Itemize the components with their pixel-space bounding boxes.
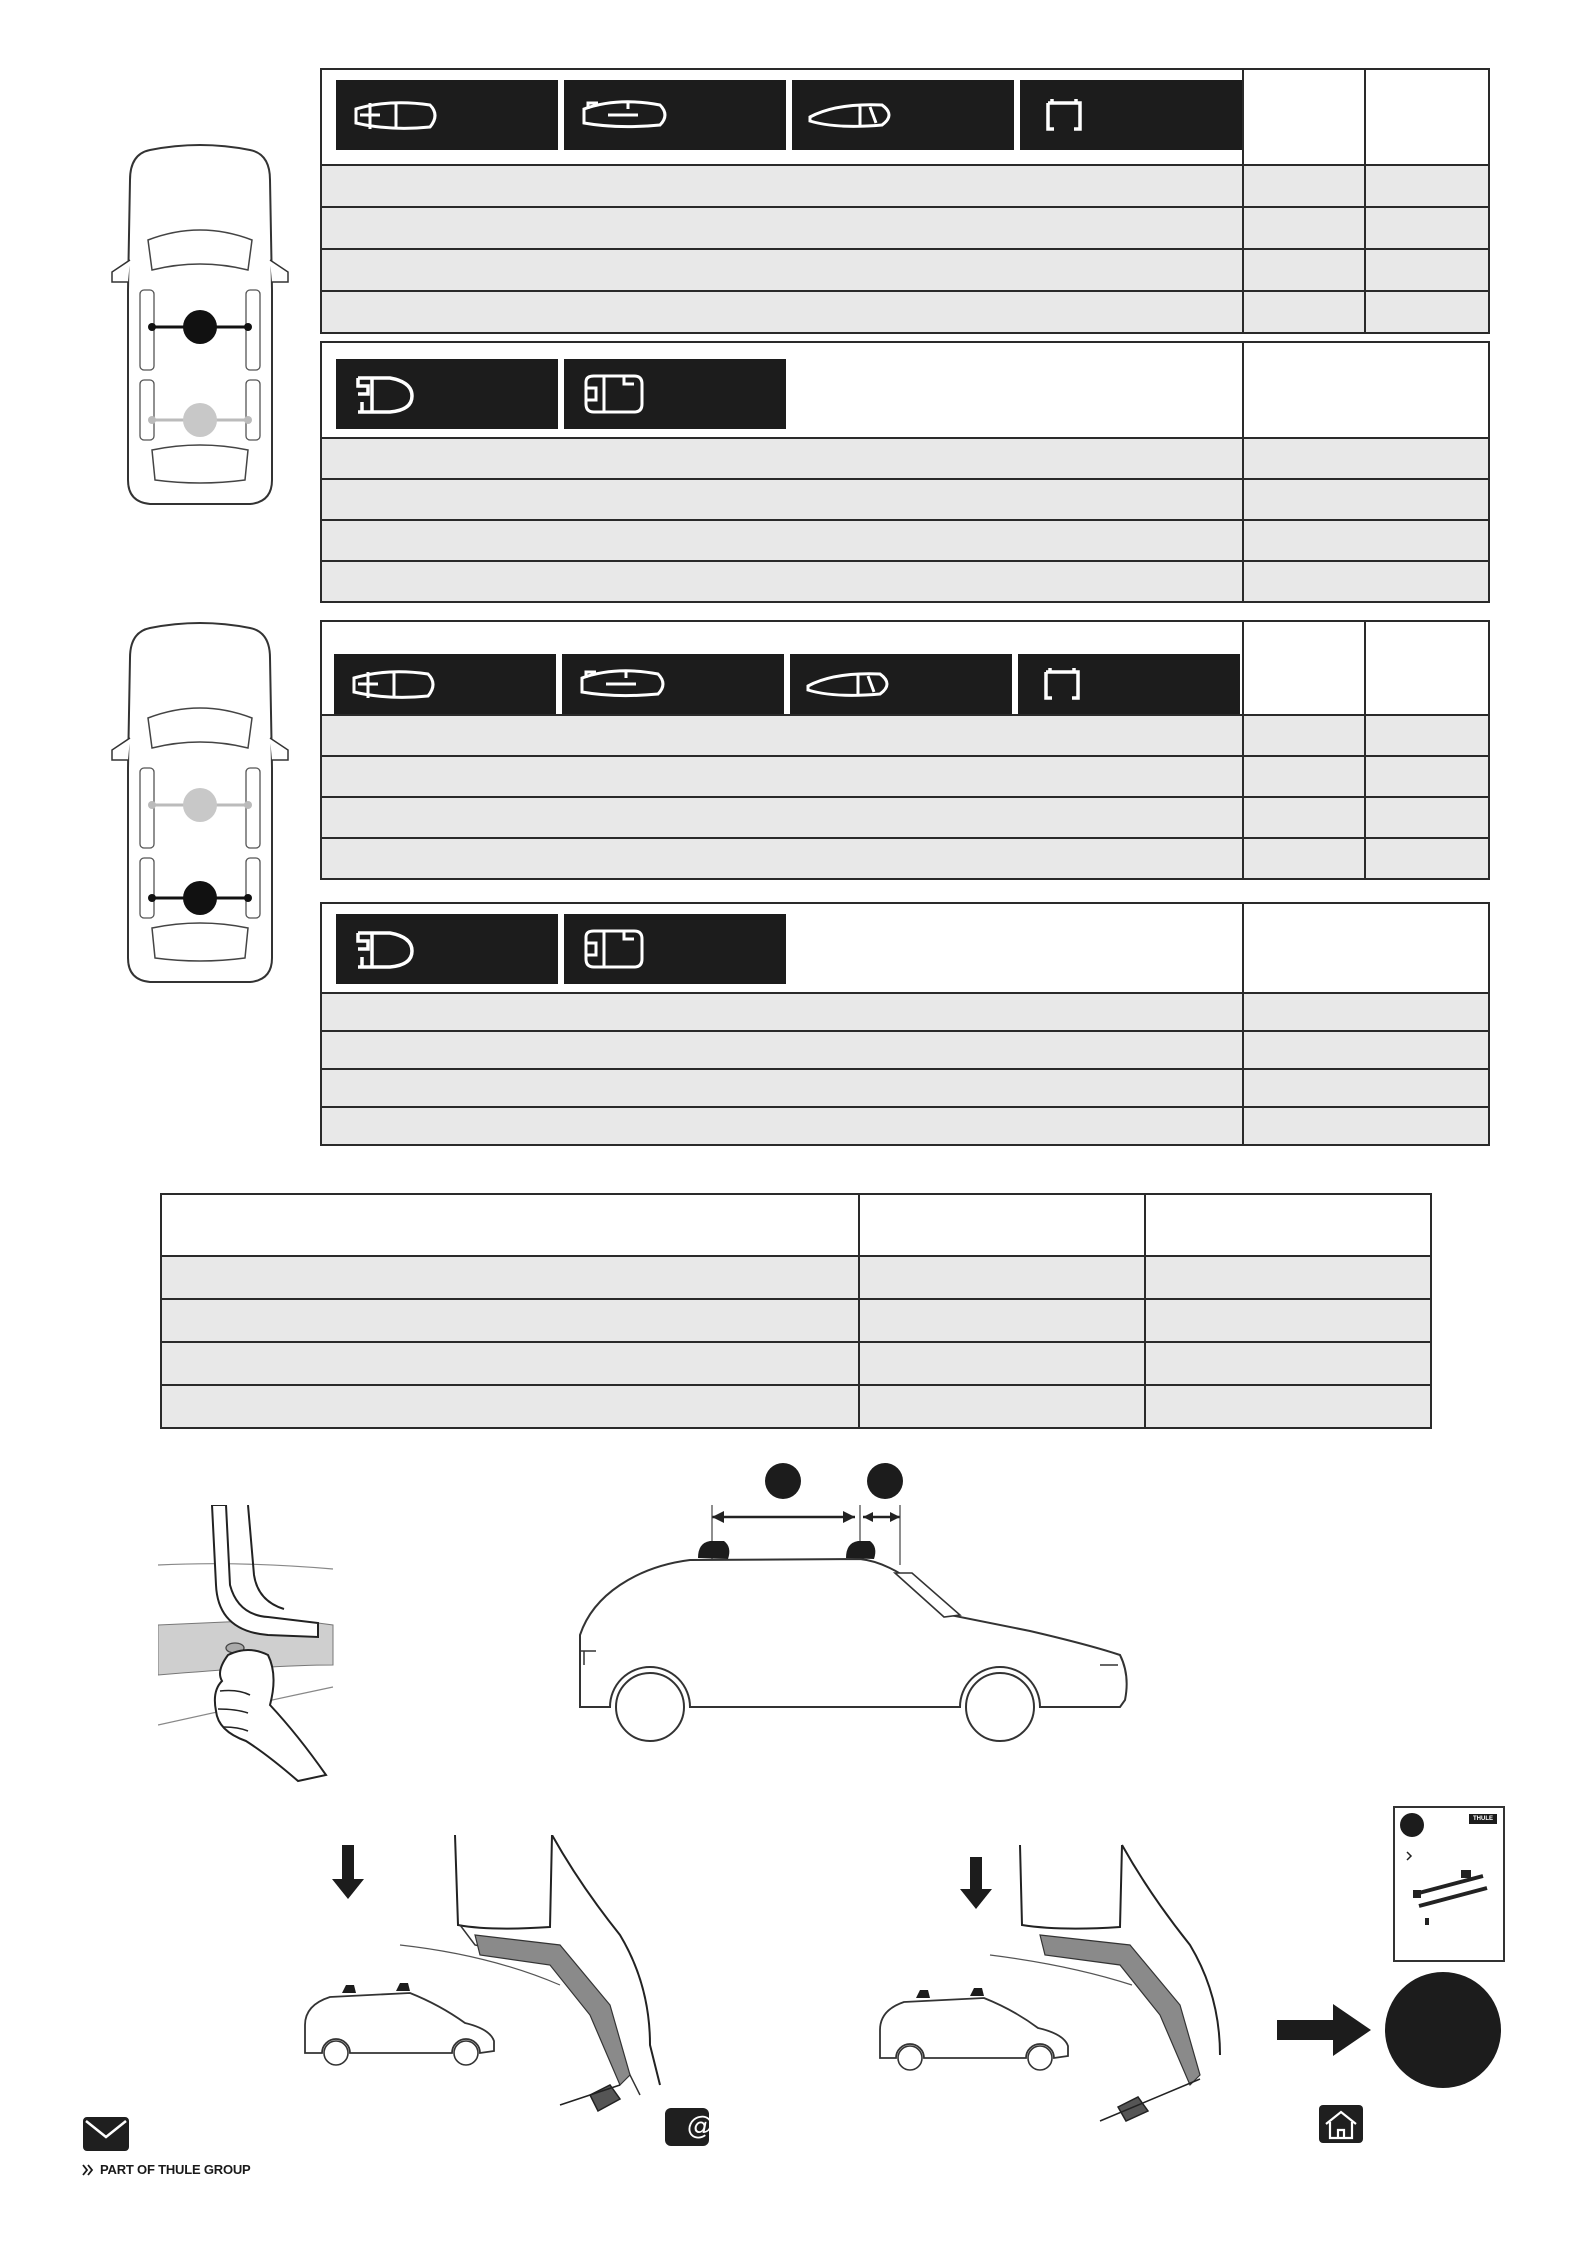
profile-header-cell <box>562 654 784 714</box>
front-fitting-table-2 <box>320 341 1490 603</box>
brand-footer-text: PART OF THULE GROUP <box>100 2162 251 2177</box>
profile-header-cell <box>336 914 558 984</box>
hand-opening-door-illustration <box>158 1505 358 1785</box>
wingbar-evo-profile-icon <box>578 927 658 971</box>
rear-fitting-table-1 <box>320 620 1490 880</box>
rear-fitting-table-2 <box>320 902 1490 1146</box>
step-marker <box>867 1463 903 1499</box>
car-side-view-measurement <box>560 1455 1140 1775</box>
profile-header-cell <box>336 359 558 429</box>
flush-rail-profile-icon <box>576 664 668 704</box>
wingbar-edge-profile-icon <box>350 372 430 416</box>
roof-bar-icon <box>1403 1846 1495 1926</box>
chevrons-icon <box>82 2164 94 2176</box>
profile-header-cell <box>1018 654 1240 714</box>
profile-header-cell <box>564 914 786 984</box>
flush-rail-profile-icon <box>578 95 670 135</box>
slidebar-profile-icon <box>806 95 898 135</box>
profile-header-cell <box>564 80 786 150</box>
profile-header-cell <box>790 654 1012 714</box>
foot-install-front-illustration <box>290 1835 700 2125</box>
booklet-step-marker <box>1400 1813 1424 1837</box>
square-bar-profile-icon <box>1032 664 1092 704</box>
foot-install-rear-illustration <box>870 1835 1280 2125</box>
profile-header-cell <box>336 80 558 150</box>
profile-header-cell <box>792 80 1014 150</box>
brand-footer <box>82 2162 251 2177</box>
home-icon[interactable] <box>1318 2104 1364 2144</box>
wingbar-profile-icon <box>350 95 442 135</box>
step-marker <box>765 1463 801 1499</box>
car-top-view-rear <box>100 618 300 993</box>
profile-header-cell <box>1020 80 1242 150</box>
email-icon[interactable]: @ <box>665 2108 709 2146</box>
measurement-table <box>160 1193 1432 1429</box>
front-fitting-table-1 <box>320 68 1490 334</box>
profile-header-cell <box>564 359 786 429</box>
square-bar-profile-icon <box>1034 95 1094 135</box>
mail-icon[interactable] <box>82 2116 130 2152</box>
next-step-marker <box>1385 1972 1501 2088</box>
car-top-view-front <box>100 140 300 515</box>
booklet-thule-logo: THULE <box>1469 1814 1497 1824</box>
slidebar-profile-icon <box>804 664 896 704</box>
next-step-arrow-icon <box>1275 2000 1375 2060</box>
wingbar-profile-icon <box>348 664 440 704</box>
profile-header-cell <box>334 654 556 714</box>
wingbar-edge-profile-icon <box>350 927 430 971</box>
next-instruction-booklet <box>1393 1806 1505 1962</box>
wingbar-evo-profile-icon <box>578 372 658 416</box>
